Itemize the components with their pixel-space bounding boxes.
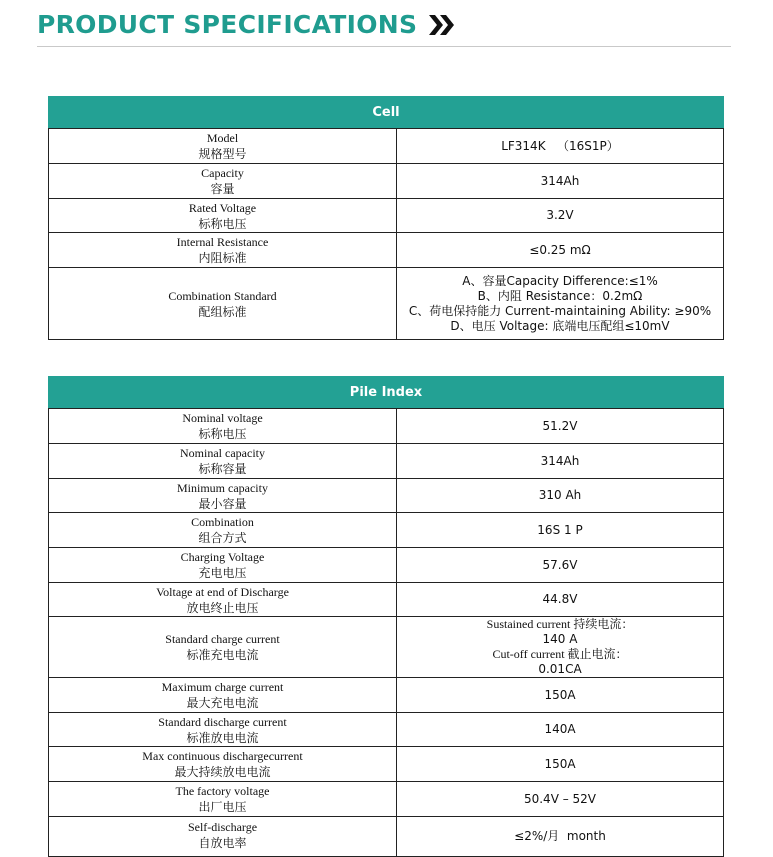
row-label: Voltage at end of Discharge 放电终止电压: [49, 583, 397, 617]
table-row: [49, 583, 724, 617]
table-row: [49, 479, 724, 513]
row-label: Internal Resistance 内阻标准: [49, 233, 397, 268]
row-value: ≤2%/月 month: [397, 817, 724, 857]
page-title: PRODUCT SPECIFICATIONS: [37, 10, 418, 39]
row-value: 51.2V: [397, 409, 724, 444]
row-label: Maximum charge current 最大充电电流: [49, 678, 397, 713]
row-value: 310 Ah: [397, 479, 724, 513]
row-value: 314Ah: [397, 164, 724, 199]
row-label: The factory voltage 出厂电压: [49, 782, 397, 817]
row-value: 150A: [397, 747, 724, 782]
row-value: [397, 617, 724, 678]
row-label: Capacity 容量: [49, 164, 397, 199]
combination-line: D、电压 Voltage: 底端电压配组≤10mV: [450, 318, 670, 333]
table-row: [49, 513, 724, 548]
row-label: Combination 组合方式: [49, 513, 397, 548]
row-label: Standard charge current 标准充电电流: [49, 617, 397, 678]
table-row: [49, 129, 724, 164]
row-value: 314Ah: [397, 444, 724, 479]
table-row: [49, 199, 724, 233]
cell-spec-table: [48, 128, 724, 340]
row-value: 3.2V: [397, 199, 724, 233]
sustained-current-line: Sustained current 持续电流： 140 A: [486, 617, 634, 646]
row-label: Combination Standard 配组标准: [49, 268, 397, 340]
pile-section-title: Pile Index: [48, 376, 724, 408]
combination-line: B、内阻 Resistance：0.2mΩ: [477, 288, 643, 303]
table-row: [49, 444, 724, 479]
table-row: [49, 747, 724, 782]
row-value: 57.6V: [397, 548, 724, 583]
table-row: [49, 713, 724, 747]
table-row: [49, 268, 724, 340]
row-value: 44.8V: [397, 583, 724, 617]
row-label: Nominal capacity 标称容量: [49, 444, 397, 479]
pile-section: [48, 376, 724, 857]
cutoff-current-line: Cut-off current 截止电流： 0.01CA: [492, 647, 628, 676]
row-label: Model 规格型号: [49, 129, 397, 164]
row-value: LF314K （16S1P）: [397, 129, 724, 164]
row-value: 16S 1 P: [397, 513, 724, 548]
cell-section: [48, 96, 724, 340]
header-divider: [37, 46, 731, 47]
table-row: [49, 678, 724, 713]
row-value: 140A: [397, 713, 724, 747]
row-label: Self-discharge 自放电率: [49, 817, 397, 857]
page-header: [37, 8, 737, 48]
table-row: [49, 164, 724, 199]
row-value: [397, 268, 724, 340]
row-label: Charging Voltage 充电电压: [49, 548, 397, 583]
row-label: Standard discharge current 标准放电电流: [49, 713, 397, 747]
pile-spec-table: [48, 408, 724, 857]
table-row: [49, 817, 724, 857]
row-value: 150A: [397, 678, 724, 713]
row-value: 50.4V – 52V: [397, 782, 724, 817]
table-row: [49, 617, 724, 678]
double-chevron-right-icon: [428, 15, 456, 35]
row-label: Nominal voltage 标称电压: [49, 409, 397, 444]
cell-section-title: Cell: [48, 96, 724, 128]
row-value: ≤0.25 mΩ: [397, 233, 724, 268]
row-label: Max continuous dischargecurrent 最大持续放电电流: [49, 747, 397, 782]
row-label: Minimum capacity 最小容量: [49, 479, 397, 513]
row-label: Rated Voltage 标称电压: [49, 199, 397, 233]
table-row: [49, 233, 724, 268]
table-row: [49, 782, 724, 817]
combination-line: A、容量Capacity Difference:≤1%: [462, 273, 658, 288]
combination-line: C、荷电保持能力 Current-maintaining Ability: ≥90%: [408, 303, 712, 318]
table-row: [49, 409, 724, 444]
table-row: [49, 548, 724, 583]
